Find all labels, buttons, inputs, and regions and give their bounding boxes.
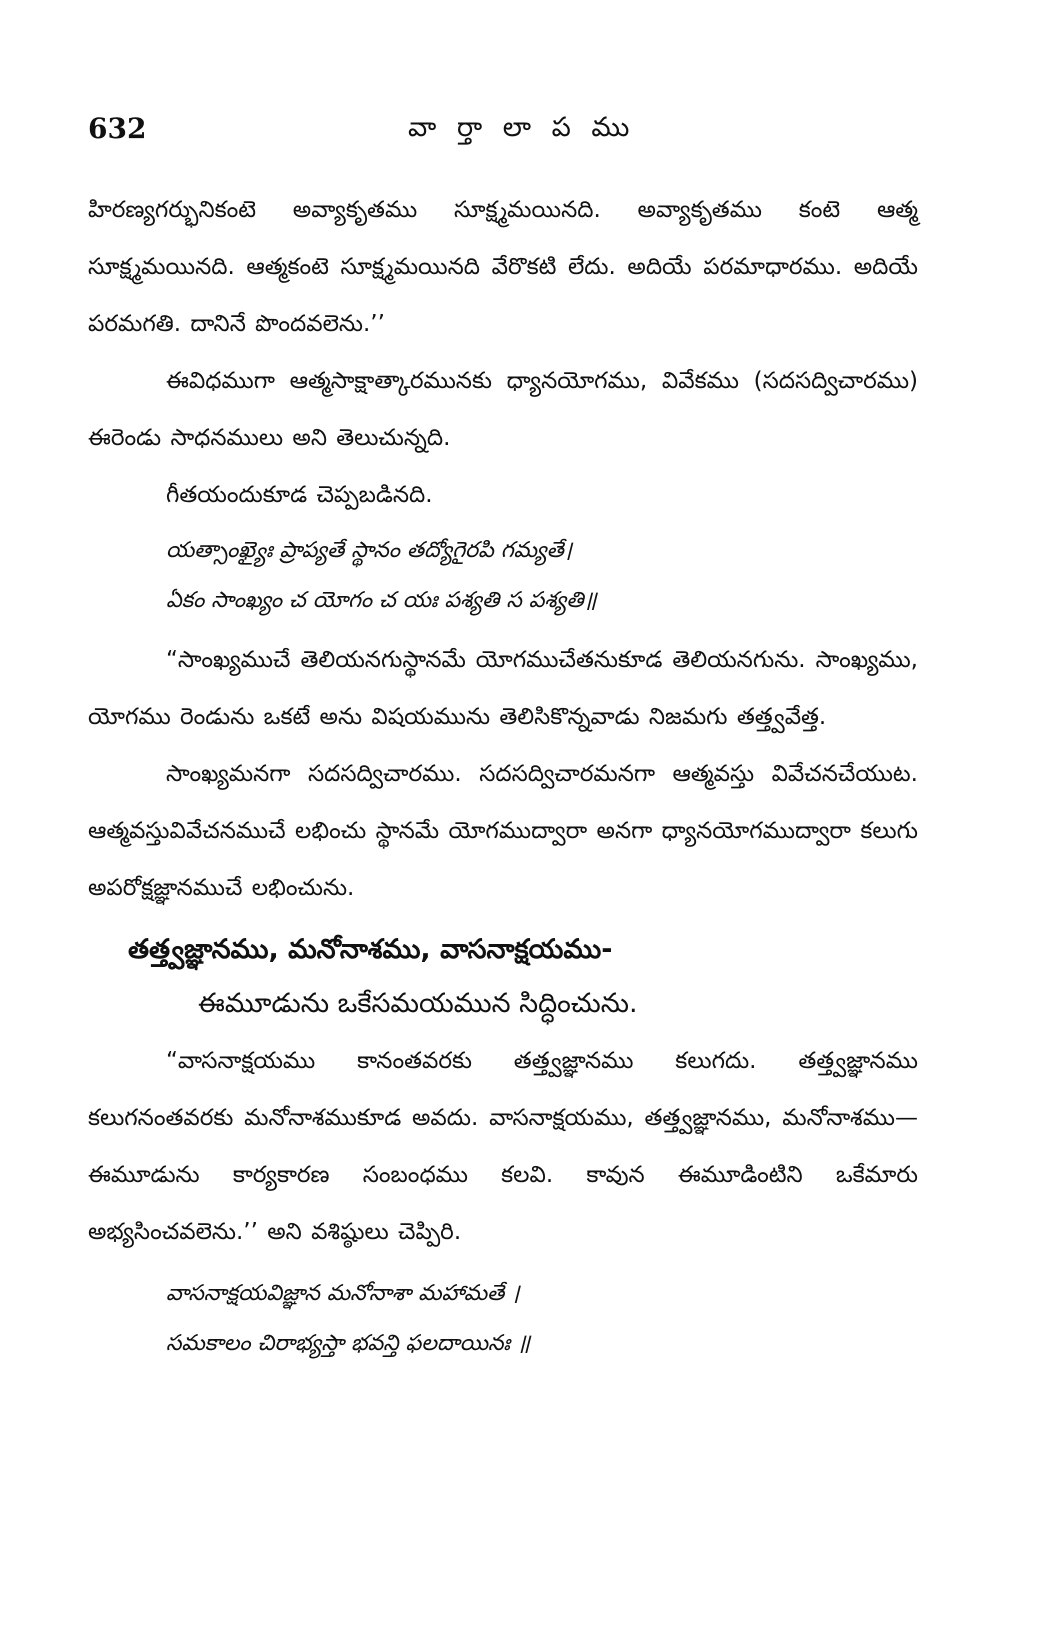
verse-1-line-1: యత్సాంఖ్యైః ప్రాప్యతే స్థానం తద్యోగైరపి గమ్యతే।: [166, 538, 573, 563]
page-number: 632: [88, 112, 147, 145]
summary-line-2: ఈమూడును ఒకేసమయమున సిద్ధించును.: [198, 988, 638, 1019]
paragraph-5: సాంఖ్యమనగా సదసద్విచారము. సదసద్విచారమనగా ఆత్మవస్తు వివేచనచేయుట. ఆత్మవస్తువివేచనముచే లభించు స్థానమే యోగముద్వారా అనగా ధ్యానయోగముద్వారా కలుగు అపరోక్షజ్ఞానముచే లభించును.: [88, 761, 918, 901]
paragraph-4: “సాంఖ్యముచే తెలియనగుస్థానమే యోగముచేతనుకూడ తెలియనగును. సాంఖ్యము, యోగము రెండును ఒకటే అను విషయమును తెలిసికొన్నవాడు నిజమగు తత్త్వవేత్త.: [88, 647, 918, 730]
paragraph-2: ఈవిధముగా ఆత్మసాక్షాత్కారమునకు ధ్యానయోగము, వివేకము (సదసద్విచారము) ఈరెండు సాధనములు అని తెలుచున్నది.: [88, 368, 918, 451]
verse-2-line-1: వాసనాక్షయవిజ్ఞాన మనోనాశా మహామతే ।: [166, 1281, 520, 1306]
verse-1-line-2: ఏకం సాంఖ్యం చ యోగం చ యః పశ్యతి స పశ్యతి॥: [166, 588, 597, 613]
verse-2-line-2: సమకాలం చిరాభ్యస్తా భవన్తి ఫలదాయినః ॥: [166, 1331, 531, 1356]
sanskrit-verse-2: [88, 1269, 918, 1369]
paragraph-1: హిరణ్యగర్భునికంటె అవ్యాకృతము సూక్ష్మమయినది. అవ్యాకృతము కంటె ఆత్మ సూక్ష్మమయినది. ఆత్మకంటె సూక్ష్మమయినది వేరొకటి లేదు. అదియే పరమాధారము. అదియే పరమగతి. దానినే పొందవలెను.’’: [88, 197, 918, 337]
paragraph-6: “వాసనాక్షయము కానంతవరకు తత్త్వజ్ఞానము కలుగదు. తత్త్వజ్ఞానము కలుగనంతవరకు మనోనాశముకూడ అవదు. వాసనాక్షయము, తత్త్వజ్ఞానము, మనోనాశము— ఈమూడును కార్యకారణ సంబంధము కలవి. కావున ఈమూడింటిని ఒకేమారు అభ్యసించవలెను.’’ అని వశిష్ఠులు చెప్పిరి.: [88, 1048, 918, 1245]
running-title: వా ర్తా లా ప ము: [408, 112, 636, 143]
summary-statement: [88, 923, 918, 1031]
paragraph-3: గీతయందుకూడ చెప్పబడినది.: [166, 482, 433, 508]
summary-line-1: తత్త్వజ్ఞానము, మనోనాశము, వాసనాక్షయము-: [128, 934, 613, 965]
sanskrit-verse-1: [88, 526, 918, 626]
page-header: [88, 112, 918, 152]
body-text: [88, 182, 918, 1375]
